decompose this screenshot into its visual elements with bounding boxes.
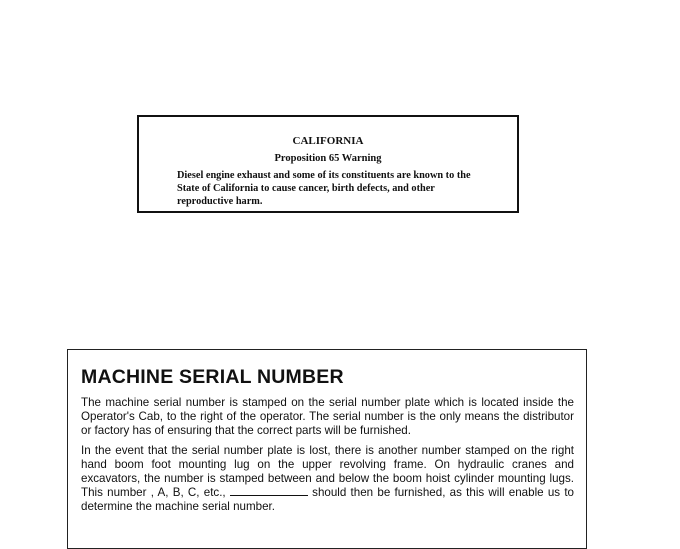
section-heading: MACHINE SERIAL NUMBER [81,366,344,388]
machine-serial-section [67,349,587,549]
warning-body: Diesel engine exhaust and some of its constituents are known to the State of California to cause cancer, birth defects, and other reproductive harm. [177,170,471,207]
warning-subtitle: Proposition 65 Warning [274,153,382,164]
warning-title: CALIFORNIA [292,135,364,147]
california-warning-box [137,115,519,213]
serial-paragraph-2-end: should then be furnished, as this will enable us to determine the machine serial number. [81,486,574,513]
serial-paragraph-2-start: In the event that the serial number plate is lost, there is another number stamped on the right hand boom foot mounting lug on the upper revolving frame. On hydraulic cranes and excavators, the number is stamped between and below the boom hoist cylinder mounting lugs. This number , A, B, C, etc., [81,444,574,499]
serial-paragraph-2 [81,444,574,514]
serial-paragraph-1: The machine serial number is stamped on the serial number plate which is located inside the Operator's Cab, to the right of the operator. The serial number is the only means the distributor or factory has of ensuring that the correct parts will be furnished. [81,396,574,437]
fill-in-blank [230,487,308,496]
